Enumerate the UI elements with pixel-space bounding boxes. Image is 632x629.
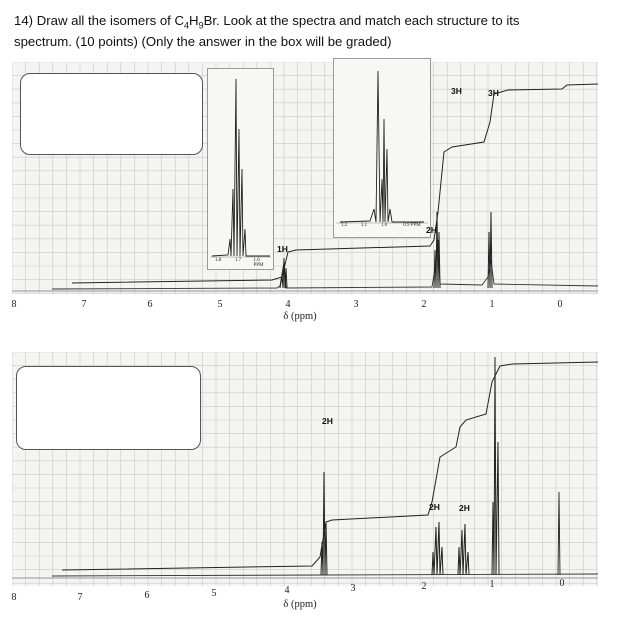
s2-integration-2h-a: 2H [322, 416, 333, 426]
s2-tick-8: 8 [11, 592, 17, 603]
formula-h: H [189, 13, 199, 28]
s1-axis-label: δ (ppm) [283, 311, 317, 322]
s2-tick-7: 7 [77, 592, 83, 603]
integration-label-2h: 2H [426, 225, 437, 235]
question-line-2: spectrum. (10 points) (Only the answer in the box will be graded) [14, 33, 392, 49]
s1-tick-5: 5 [217, 299, 223, 310]
formula-sub-9: 9 [198, 20, 204, 31]
s1-tick-7: 7 [81, 299, 87, 310]
inset2-tick-0-9: 0.9 PPM [403, 223, 421, 228]
inset2-tick-1-1: 1.1 [360, 223, 368, 228]
s2-tick-6: 6 [144, 590, 150, 601]
s2-tick-5: 5 [211, 588, 217, 599]
question-suffix: Br. Look at the spectra and match each structure to its [203, 13, 520, 28]
integration-label-3h-a: 3H [451, 86, 462, 96]
s2-tick-3: 3 [350, 583, 356, 594]
s1-tick-6: 6 [147, 299, 153, 310]
s2-integration-2h-c: 2H [459, 503, 470, 513]
s2-tick-0: 0 [559, 578, 565, 589]
s1-tick-0: 0 [557, 299, 563, 310]
inset2-tick-1-0: 1.0 [380, 223, 388, 228]
s1-tick-4: 4 [285, 299, 291, 310]
inset2-tick-1-2: 1.2 [340, 223, 348, 228]
inset1-tick-1-7: 1.7 [234, 258, 242, 263]
spectrum-1-inset-left [207, 68, 274, 270]
question-text [14, 13, 614, 50]
s1-tick-2: 2 [421, 299, 427, 310]
formula-sub-4: 4 [184, 20, 190, 31]
s1-tick-8: 8 [11, 299, 17, 310]
s2-axis-label: δ (ppm) [283, 599, 317, 610]
inset1-tick-1-6: 1.6 PPM [253, 258, 264, 268]
spectrum-1-inset-right [333, 58, 431, 238]
integration-label-1h: 1H [277, 244, 288, 254]
answer-box-2[interactable] [16, 366, 201, 450]
s2-tick-4: 4 [284, 585, 290, 596]
integration-label-3h-b: 3H [488, 88, 499, 98]
inset1-tick-1-8: 1.8 [214, 258, 222, 263]
s2-tick-2: 2 [421, 581, 427, 592]
s2-tick-1: 1 [489, 579, 495, 590]
s1-tick-1: 1 [489, 299, 495, 310]
s2-integration-2h-b: 2H [429, 502, 440, 512]
s1-tick-3: 3 [353, 299, 359, 310]
answer-box-1[interactable] [20, 73, 203, 155]
question-prefix: 14) Draw all the isomers of C [14, 13, 185, 28]
